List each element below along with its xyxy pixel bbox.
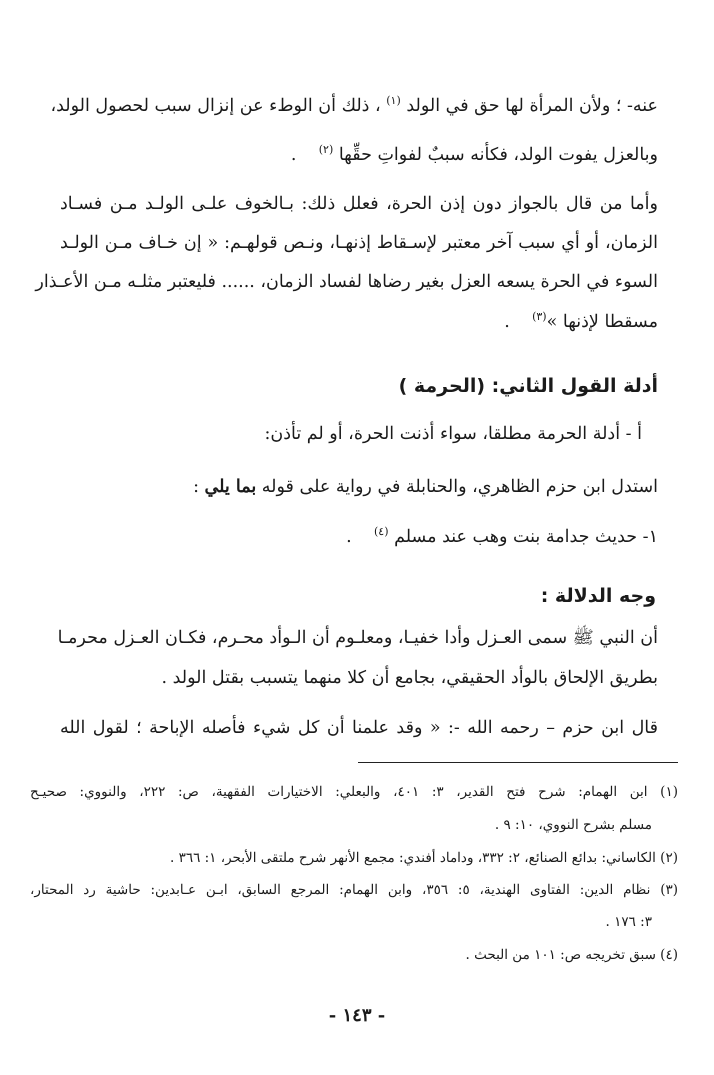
footnote-1-line-1: (١) ابن الهمام: شرح فتح القدير، ٣: ٤٠١، والبعلي: الاختيارات الفقهية، ص: ٢٢٢، والنووي: صحيـح (30, 784, 678, 800)
footnote-ref-1: (١) (386, 94, 401, 108)
footnote-4: (٤) سبق تخريجه ص: ١٠١ من البحث . (465, 947, 678, 963)
footnote-1-line-2: مسلم بشرح النووي، ١٠: ٩ . (494, 817, 652, 833)
paragraph-2-line-3: السوء في الحرة يسعه العزل بغير رضاها لفساد الزمان، ...... فليعتبر مثلـه مـن الأعـذار (35, 272, 658, 292)
paragraph-2-line-1: وأما من قال بالجواز دون إذن الحرة، فعلل ذلك: بـالخوف علـى الولـد مـن فسـاد (60, 194, 658, 214)
footnote-3-line-1: (٣) نظام الدين: الفتاوى الهندية، ٥: ٣٥٦، وابن الهمام: المرجع السابق، ابـن عـابدين: حاشية رد المحتار، (30, 882, 679, 898)
paragraph-1-line-1: عنه- ؛ ولأن المرأة لها حق في الولد $^{(١)}$ ، ذلك أن الوطء عن إنزال سبب لحصول الولد، (50, 94, 658, 116)
footnote-ref-3: (٣) (532, 310, 547, 324)
paragraph-4-line-1: أن النبي ﷺ سمى العـزل وأدا خفيـا، ومعلـوم أن الـوأد محـرم، فكـان العـزل محرمـا (57, 628, 658, 648)
page-number: - ١٤٣ - (328, 1005, 386, 1026)
subsection-a: أ - أدلة الحرمة مطلقا، سواء أذنت الحرة، أو لم تأذن: (264, 424, 642, 444)
section-heading-second-opinion: أدلة القول الثاني: (الحرمة ) (398, 375, 658, 397)
paragraph-5-line-1: قال ابن حزم – رحمه الله -: « وقد علمنا أن كل شيء فأصله الإباحة ؛ لقول الله (60, 718, 658, 738)
footnote-separator (358, 762, 678, 763)
evidence-item-1: ١- حديث جدامة بنت وهب عند مسلم $^{(٤)}$ . (346, 525, 658, 547)
footnote-3-line-2: ٣: ١٧٦ . (605, 914, 652, 930)
footnote-ref-4: (٤) (373, 525, 389, 539)
footnote-2: (٢) الكاساني: بدائع الصنائع، ٢: ٣٣٢، وداماد أفندي: مجمع الأنهر شرح ملتقى الأبحر، ١: ٣٦٦ . (169, 850, 678, 866)
section-heading-evidence: وجه الدلالة : (540, 585, 656, 607)
paragraph-1-line-2: وبالعزل يفوت الولد، فكأنه سببٌ لفواتِ حقِّها $^{(٢)}$ . (290, 143, 658, 165)
paragraph-4-line-2: بطريق الإلحاق بالوأد الحقيقي، بجامع أن كلا منهما يتسبب بقتل الولد . (161, 668, 658, 688)
paragraph-3: استدل ابن حزم الظاهري، والحنابلة في رواية على قوله بما يلي : (193, 477, 658, 497)
paragraph-2-line-2: الزمان، أو أي سبب آخر معتبر لإسـقاط إذنهـا، ونـص قولهـم: « إن خـاف مـن الولـد (60, 233, 658, 253)
paragraph-2-line-4: مسقطا لإذنها »$^{(٣)}$ . (504, 310, 658, 332)
footnote-ref-2: (٢) (318, 143, 334, 157)
